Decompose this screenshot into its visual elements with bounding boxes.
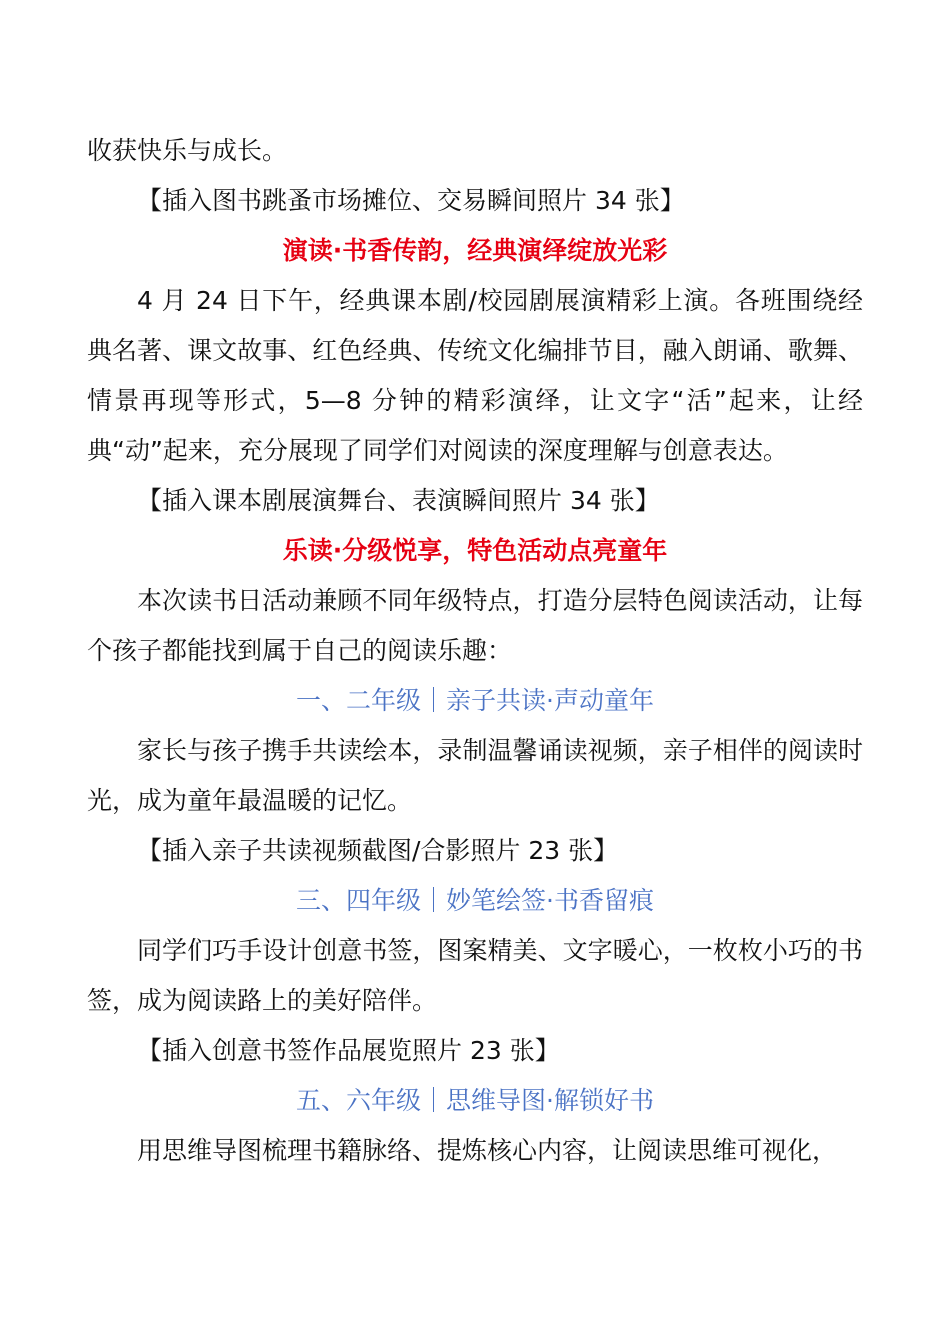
photo-placeholder-parent-child: 【插入亲子共读视频截图/合影照片 23 张】 xyxy=(137,836,619,865)
document-page xyxy=(87,126,863,1176)
section-heading-graded-reading: 乐读·分级悦享，特色活动点亮童年 xyxy=(282,536,668,565)
photo-placeholder-bookmarks: 【插入创意书签作品展览照片 23 张】 xyxy=(137,1036,560,1065)
section-body-graded-reading: 本次读书日活动兼顾不同年级特点，打造分层特色阅读活动，让每个孩子都能找到属于自己的阅读乐趣： xyxy=(87,586,863,665)
subsection-body-grades-1-2: 家长与孩子携手共读绘本，录制温馨诵读视频，亲子相伴的阅读时光，成为童年最温暖的记忆。 xyxy=(87,736,863,815)
photo-placeholder-flea-market: 【插入图书跳蚤市场摊位、交易瞬间照片 34 张】 xyxy=(137,186,685,215)
subsection-body-grades-5-6: 用思维导图梳理书籍脉络、提炼核心内容，让阅读思维可视化， xyxy=(137,1136,838,1165)
subheading-grades-3-4: 三、四年级｜妙笔绘签·书香留痕 xyxy=(296,886,654,915)
photo-placeholder-drama: 【插入课本剧展演舞台、表演瞬间照片 34 张】 xyxy=(137,486,660,515)
subheading-grades-1-2: 一、二年级｜亲子共读·声动童年 xyxy=(296,686,654,715)
intro-tail-text: 收获快乐与成长。 xyxy=(87,136,288,165)
section-body-drama: 4 月 24 日下午，经典课本剧/校园剧展演精彩上演。各班围绕经典名著、课文故事、红色经典、传统文化编排节目，融入朗诵、歌舞、情景再现等形式，5—8 分钟的精彩演绎，让文字“活”起来，让经典“动”起来，充分展现了同学们对阅读的深度理解与创意表达。 xyxy=(87,286,863,465)
section-heading-drama: 演读·书香传韵，经典演绎绽放光彩 xyxy=(282,236,668,265)
subheading-grades-5-6: 五、六年级｜思维导图·解锁好书 xyxy=(296,1086,654,1115)
subsection-body-grades-3-4: 同学们巧手设计创意书签，图案精美、文字暖心，一枚枚小巧的书签，成为阅读路上的美好陪伴。 xyxy=(87,936,863,1015)
